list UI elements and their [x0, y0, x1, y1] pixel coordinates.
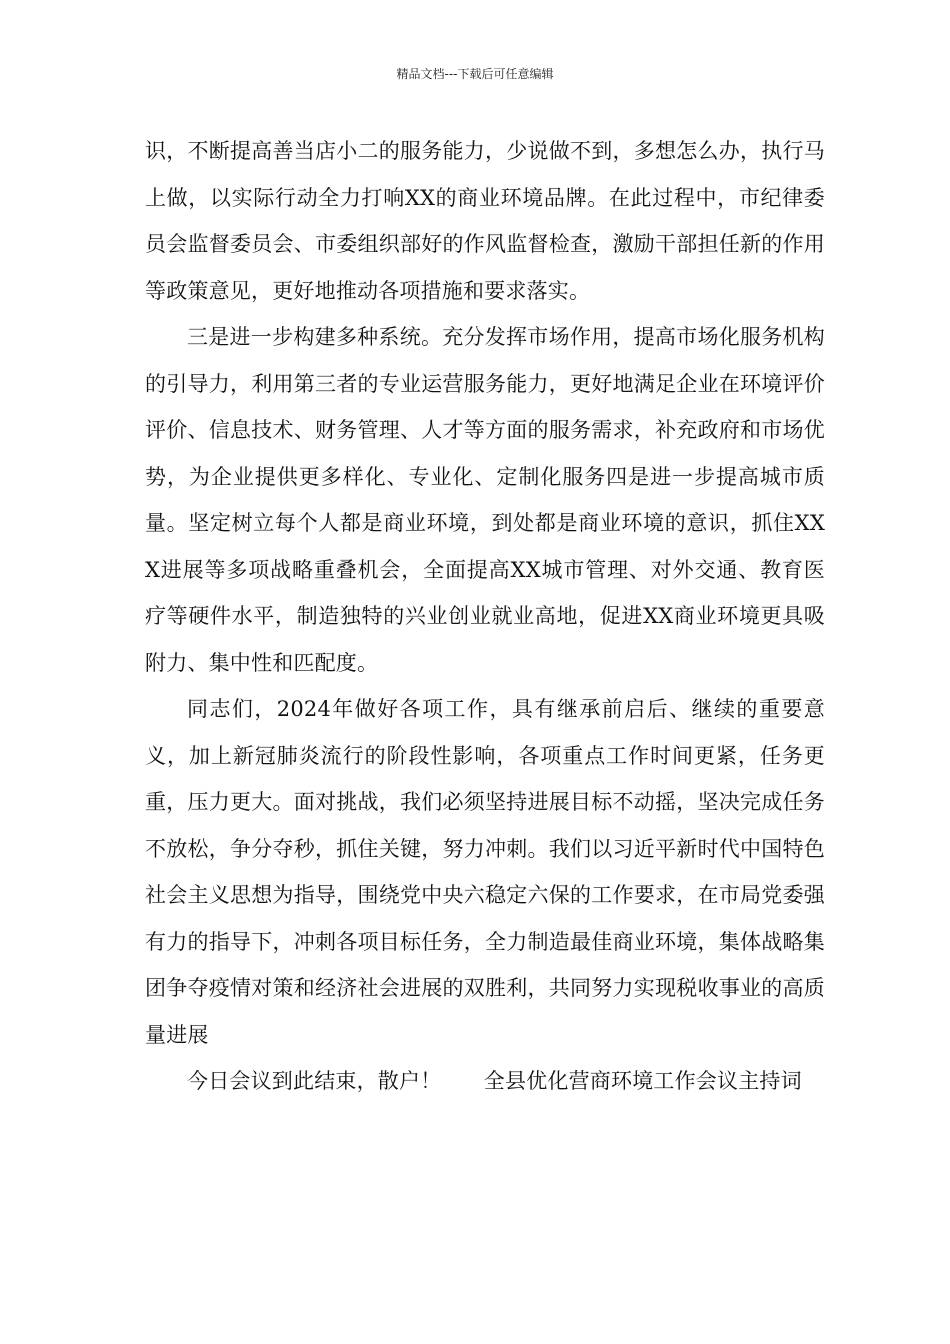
document-body	[145, 128, 825, 1105]
page-header: 精品文档---下载后可任意编辑	[396, 67, 554, 81]
paragraph-2: 三是进一步构建多种系统。充分发挥市场作用，提高市场化服务机构的引导力，利用第三者的专业运营服务能力，更好地满足企业在环境评价评价、信息技术、财务管理、人才等方面的服务需求，补充政府和市场优势，为企业提供更多样化、专业化、定制化服务四是进一步提高城市质量。坚定树立每个人都是商业环境，到处都是商业环境的意识，抓住XXX进展等多项战略重叠机会，全面提高XX城市管理、对外交通、教育医疗等硬件水平，制造独特的兴业创业就业高地，促进XX商业环境更具吸附力、集中性和匹配度。	[145, 325, 825, 675]
paragraph-3: 同志们，2024年做好各项工作，具有继承前启后、继续的重要意义，加上新冠肺炎流行的阶段性影响，各项重点工作时间更紧，任务更重，压力更大。面对挑战，我们必须坚持进展目标不动摇，坚决完成任务不放松，争分夺秒，抓住关键，努力冲刺。我们以习近平新时代中国特色社会主义思想为指导，围绕党中央六稳定六保的工作要求，在市局党委强有力的指导下，冲刺各项目标任务，全力制造最佳商业环境，集体战略集团争夺疫情对策和经济社会进展的双胜利，共同努力实现税收事业的高质量进展	[145, 697, 825, 1047]
paragraph-4: 今日会议到此结束，散户！ 全县优化营商环境工作会议主持词	[187, 1069, 802, 1093]
paragraph-1: 识，不断提高善当店小二的服务能力，少说做不到，多想怎么办，执行马上做，以实际行动全力打响XX的商业环境品牌。在此过程中，市纪律委员会监督委员会、市委组织部好的作风监督检查，激励干部担任新的作用等政策意见，更好地推动各项措施和要求落实。	[145, 139, 825, 303]
